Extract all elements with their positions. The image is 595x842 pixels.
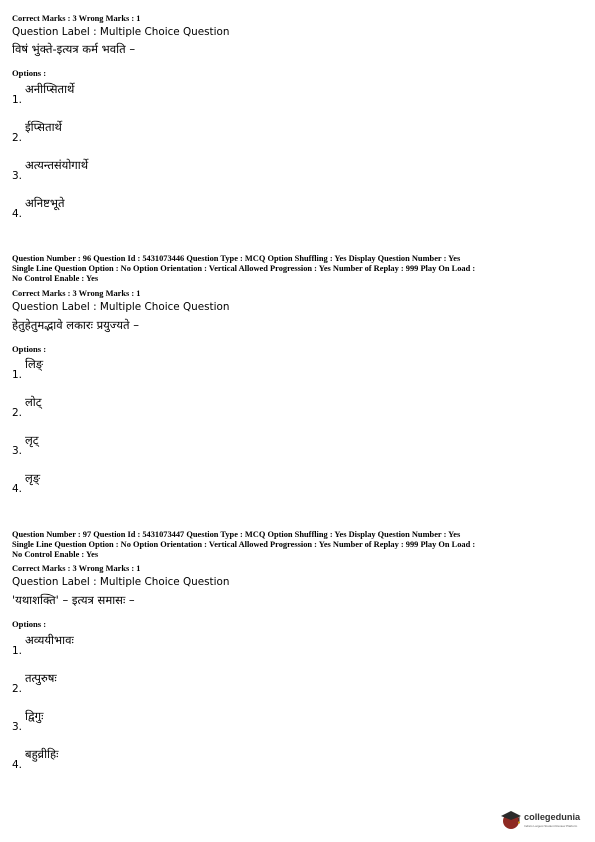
option-1	[12, 82, 212, 106]
options-heading: Options :	[12, 68, 47, 78]
option-text: द्विगुः	[25, 709, 44, 723]
graduation-cap-icon	[500, 808, 522, 830]
option-number: 4.	[12, 759, 23, 771]
marks-info: Correct Marks : 3 Wrong Marks : 1	[12, 289, 141, 298]
logo-tagline: India's Largest Student Review Platform	[524, 824, 578, 828]
option-1	[12, 357, 212, 381]
option-text: लिङ्	[25, 357, 44, 371]
option-text: अव्ययीभावः	[25, 633, 74, 647]
option-4	[12, 747, 212, 771]
option-text: अत्यन्तसंयोगार्थे	[25, 158, 89, 172]
marks-info: Correct Marks : 3 Wrong Marks : 1	[12, 564, 141, 573]
option-number: 2.	[12, 407, 23, 419]
question-meta-line: Question Number : 96 Question Id : 5431073446 Question Type : MCQ Option Shuffling : Yes Display Question Number : Yes	[12, 254, 461, 263]
option-number: 1.	[12, 94, 23, 106]
option-number: 1.	[12, 645, 23, 657]
logo-brand-text: collegedunia	[524, 812, 581, 822]
options-heading: Options :	[12, 619, 47, 629]
option-4	[12, 471, 212, 495]
option-number: 4.	[12, 483, 23, 495]
question-label: Question Label : Multiple Choice Question	[12, 576, 230, 588]
option-number: 2.	[12, 132, 23, 144]
option-3	[12, 709, 212, 733]
option-number: 3.	[12, 445, 23, 457]
question-meta-line: Question Number : 97 Question Id : 5431073447 Question Type : MCQ Option Shuffling : Yes Display Question Number : Yes	[12, 530, 461, 539]
option-number: 3.	[12, 721, 23, 733]
option-number: 1.	[12, 369, 23, 381]
option-text: अनीप्सितार्थे	[25, 82, 75, 96]
options-heading: Options :	[12, 344, 47, 354]
question-text: 'यथाशक्ति' – इत्यत्र समासः –	[12, 593, 135, 607]
option-text: लृट्	[25, 433, 39, 447]
question-label: Question Label : Multiple Choice Question	[12, 26, 230, 38]
question-text: विषं भुंक्ते-इत्यत्र कर्म भवति –	[12, 42, 136, 56]
option-2	[12, 395, 212, 419]
option-text: अनिष्टभूते	[25, 196, 65, 210]
option-number: 4.	[12, 208, 23, 220]
option-text: बहुव्रीहिः	[25, 747, 59, 761]
option-2	[12, 671, 212, 695]
option-number: 3.	[12, 170, 23, 182]
question-meta-line: No Control Enable : Yes	[12, 550, 99, 559]
question-label: Question Label : Multiple Choice Question	[12, 301, 230, 313]
option-3	[12, 433, 212, 457]
option-number: 2.	[12, 683, 23, 695]
option-4	[12, 196, 212, 220]
option-3	[12, 158, 212, 182]
question-meta-line: No Control Enable : Yes	[12, 274, 99, 283]
option-1	[12, 633, 212, 657]
option-text: तत्पुरुषः	[25, 671, 57, 685]
marks-info: Correct Marks : 3 Wrong Marks : 1	[12, 14, 141, 23]
question-meta-line: Single Line Question Option : No Option Orientation : Vertical Allowed Progression : Yes Number of Replay : 999 Play On Load :	[12, 264, 476, 273]
collegedunia-logo	[500, 806, 590, 836]
question-text: हेतुहेतुमद्भावे लकारः प्रयुज्यते –	[12, 318, 140, 332]
option-text: लोट्	[25, 395, 42, 409]
option-text: लृङ्	[25, 471, 41, 485]
question-meta-line: Single Line Question Option : No Option Orientation : Vertical Allowed Progression : Yes Number of Replay : 999 Play On Load :	[12, 540, 476, 549]
option-2	[12, 120, 212, 144]
option-text: ईप्सितार्थे	[25, 120, 62, 134]
